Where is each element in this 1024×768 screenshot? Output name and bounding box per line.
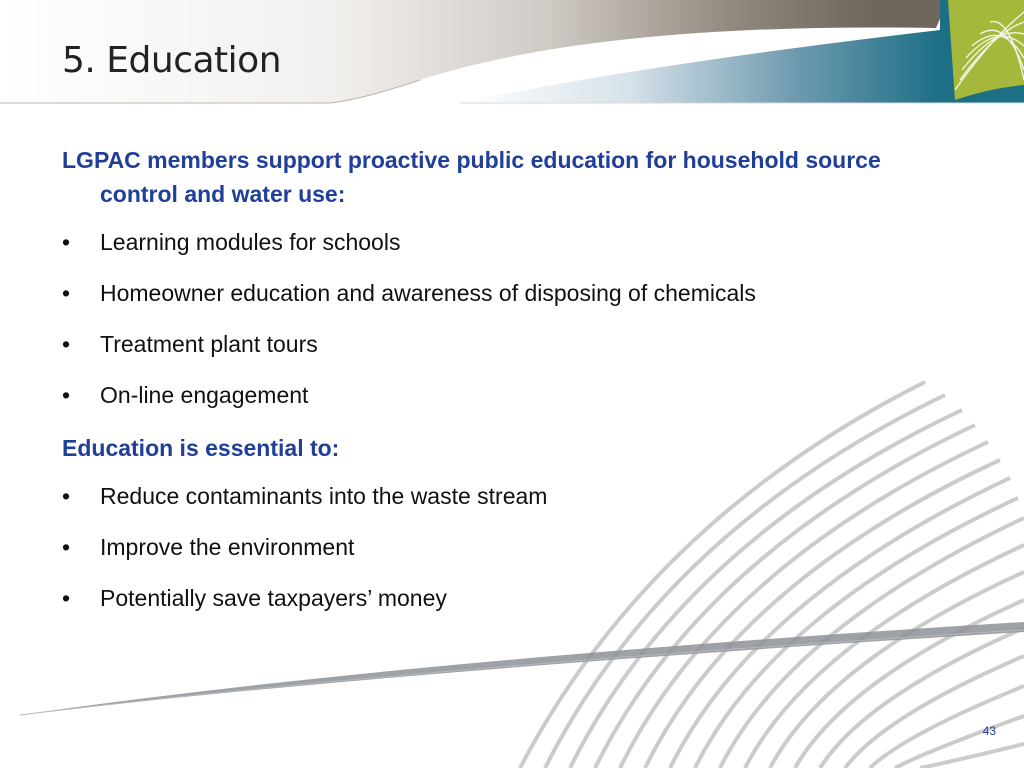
page-number: 43 [982, 724, 996, 738]
logo-sphere [948, 0, 1024, 100]
bullet-icon: • [62, 534, 71, 560]
bullet-list [62, 481, 962, 613]
bullet-text: Treatment plant tours [100, 331, 318, 357]
bullet-text: Reduce contaminants into the waste stream [100, 483, 548, 509]
bullet-item [62, 227, 962, 257]
bullet-text: Homeowner education and awareness of disposing of chemicals [100, 280, 756, 306]
bullet-icon: • [62, 280, 71, 306]
bottom-swoosh [20, 622, 1024, 715]
bullet-item [62, 278, 962, 308]
slide-title: 5. Education [62, 40, 282, 81]
section-heading: Education is essential to: [62, 435, 340, 461]
bullet-item [62, 380, 962, 410]
bullet-item [62, 329, 962, 359]
bullet-icon: • [62, 585, 71, 611]
bullet-list [62, 227, 962, 410]
bullet-item [62, 532, 962, 562]
section-heading: LGPAC members support proactive public education for household source control and water use: [62, 147, 881, 207]
bullet-text: Potentially save taxpayers’ money [100, 585, 447, 611]
bullet-icon: • [62, 331, 71, 357]
bullet-item [62, 481, 962, 511]
bullet-icon: • [62, 229, 71, 255]
bullet-item [62, 583, 962, 613]
bullet-icon: • [62, 483, 71, 509]
bullet-icon: • [62, 382, 71, 408]
slide-content [62, 143, 962, 634]
bullet-text: Learning modules for schools [100, 229, 401, 255]
bullet-text: On-line engagement [100, 382, 309, 408]
bullet-text: Improve the environment [100, 534, 355, 560]
